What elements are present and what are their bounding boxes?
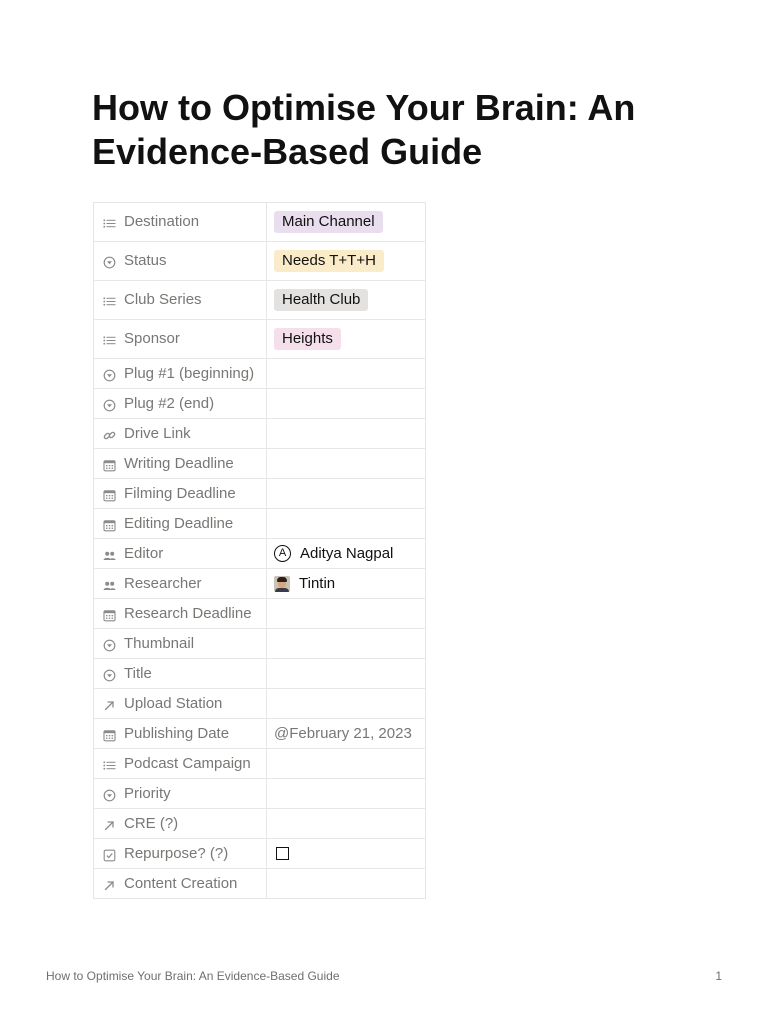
property-value-research-deadline[interactable] [267, 599, 426, 629]
property-key [94, 659, 267, 689]
property-row-club-series [94, 281, 426, 320]
select-icon [103, 669, 116, 682]
calendar-icon [103, 489, 116, 502]
property-row-upload-station [94, 689, 426, 719]
property-value-priority[interactable] [267, 779, 426, 809]
calendar-icon [103, 459, 116, 472]
property-label: Plug #1 (beginning) [124, 364, 255, 382]
property-label: Upload Station [124, 694, 223, 712]
property-label: CRE (?) [124, 814, 179, 832]
property-key [94, 419, 267, 449]
property-row-podcast-campaign [94, 749, 426, 779]
property-row-destination [94, 203, 426, 242]
property-key [94, 719, 267, 749]
property-key [94, 242, 267, 281]
property-row-cre [94, 809, 426, 839]
property-key [94, 779, 267, 809]
property-key [94, 449, 267, 479]
select-tag[interactable]: Health Club [274, 289, 368, 311]
select-icon [103, 369, 116, 382]
property-label: Status [124, 252, 167, 269]
property-key [94, 749, 267, 779]
property-key [94, 479, 267, 509]
checkbox-icon [103, 849, 116, 862]
property-row-editing-deadline [94, 509, 426, 539]
property-key [94, 809, 267, 839]
property-row-sponsor [94, 320, 426, 359]
property-key [94, 869, 267, 899]
property-row-drive-link [94, 419, 426, 449]
property-row-researcher [94, 569, 426, 599]
property-key [94, 281, 267, 320]
select-icon [103, 639, 116, 652]
footer-title: How to Optimise Your Brain: An Evidence-Based Guide [46, 969, 340, 983]
properties-table [93, 202, 426, 899]
list-icon [103, 217, 116, 230]
property-label: Podcast Campaign [124, 754, 251, 772]
calendar-icon [103, 519, 116, 532]
property-label: Publishing Date [124, 724, 230, 742]
property-key [94, 509, 267, 539]
property-row-publishing-date [94, 719, 426, 749]
property-label: Research Deadline [124, 604, 252, 622]
property-key [94, 539, 267, 569]
property-key [94, 359, 267, 389]
avatar [274, 576, 290, 592]
property-row-plug-2-end [94, 389, 426, 419]
property-value-title[interactable] [267, 659, 426, 689]
property-row-filming-deadline [94, 479, 426, 509]
property-key [94, 203, 267, 242]
relation-arrow-icon [103, 699, 116, 712]
property-key [94, 320, 267, 359]
select-icon [103, 256, 116, 269]
property-label: Repurpose? (?) [124, 844, 229, 862]
property-label: Drive Link [124, 424, 191, 442]
property-value-destination[interactable] [267, 203, 426, 242]
property-label: Plug #2 (end) [124, 394, 215, 412]
property-value-researcher[interactable] [267, 569, 426, 599]
select-tag[interactable]: Main Channel [274, 211, 383, 233]
property-value-thumbnail[interactable] [267, 629, 426, 659]
list-icon [103, 334, 116, 347]
property-row-repurpose [94, 839, 426, 869]
property-value-drive-link[interactable] [267, 419, 426, 449]
property-value-upload-station[interactable] [267, 689, 426, 719]
property-label: Filming Deadline [124, 484, 236, 502]
person-name[interactable]: Tintin [299, 574, 336, 592]
property-label: Destination [124, 213, 200, 230]
calendar-icon [103, 609, 116, 622]
page-title: How to Optimise Your Brain: An Evidence-Based Guide [92, 87, 636, 172]
property-label: Researcher [124, 574, 202, 592]
property-value-status[interactable] [267, 242, 426, 281]
footer-page-number: 1 [715, 969, 722, 983]
repurpose-checkbox[interactable] [276, 847, 289, 860]
property-row-writing-deadline [94, 449, 426, 479]
people-icon [103, 579, 116, 592]
property-row-research-deadline [94, 599, 426, 629]
property-label: Sponsor [124, 330, 180, 347]
list-icon [103, 295, 116, 308]
link-icon [103, 429, 116, 442]
property-value-writing-deadline[interactable] [267, 449, 426, 479]
calendar-icon [103, 729, 116, 742]
property-value-plug-1-beginning[interactable] [267, 359, 426, 389]
select-tag[interactable]: Heights [274, 328, 341, 350]
property-label: Thumbnail [124, 634, 195, 652]
property-value-editor[interactable] [267, 539, 426, 569]
relation-arrow-icon [103, 819, 116, 832]
property-row-priority [94, 779, 426, 809]
property-label: Content Creation [124, 874, 238, 892]
select-icon [103, 789, 116, 802]
property-key [94, 569, 267, 599]
property-row-title [94, 659, 426, 689]
property-key [94, 389, 267, 419]
property-row-content-creation [94, 869, 426, 899]
property-key [94, 689, 267, 719]
select-tag[interactable]: Needs T+T+H [274, 250, 384, 272]
property-key [94, 839, 267, 869]
property-value-text[interactable]: @February 21, 2023 [274, 724, 412, 742]
property-value-sponsor[interactable] [267, 320, 426, 359]
property-label: Writing Deadline [124, 454, 234, 472]
property-row-thumbnail [94, 629, 426, 659]
list-icon [103, 759, 116, 772]
property-label: Club Series [124, 291, 202, 308]
property-label: Priority [124, 784, 171, 802]
select-icon [103, 399, 116, 412]
property-key [94, 629, 267, 659]
property-value-cre[interactable] [267, 809, 426, 839]
property-row-editor [94, 539, 426, 569]
property-value-club-series[interactable] [267, 281, 426, 320]
relation-arrow-icon [103, 879, 116, 892]
people-icon [103, 549, 116, 562]
person-name[interactable]: Aditya Nagpal [300, 544, 394, 562]
property-row-status [94, 242, 426, 281]
property-value-podcast-campaign[interactable] [267, 749, 426, 779]
property-value-content-creation[interactable] [267, 869, 426, 899]
property-value-filming-deadline[interactable] [267, 479, 426, 509]
property-value-repurpose[interactable] [267, 839, 426, 869]
property-value-plug-2-end[interactable] [267, 389, 426, 419]
property-label: Title [124, 664, 152, 682]
avatar: A [274, 545, 291, 562]
property-value-publishing-date[interactable] [267, 719, 426, 749]
property-key [94, 599, 267, 629]
property-row-plug-1-beginning [94, 359, 426, 389]
property-label: Editor [124, 544, 164, 562]
property-label: Editing Deadline [124, 514, 234, 532]
property-value-editing-deadline[interactable] [267, 509, 426, 539]
